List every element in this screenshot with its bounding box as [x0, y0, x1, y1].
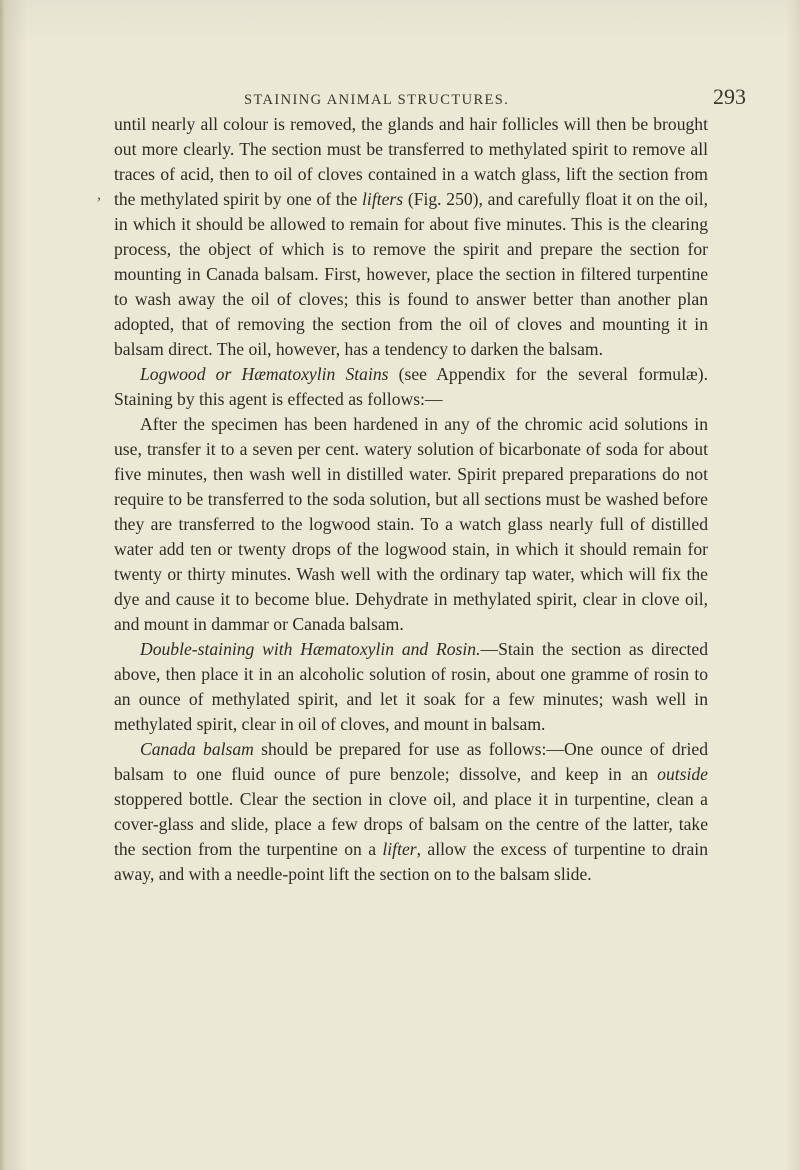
running-header: STAINING ANIMAL STRUCTURES.: [244, 92, 510, 108]
italic-term: Double-staining with Hæmatoxylin and Rosin.: [140, 639, 481, 659]
text-run: until nearly all colour is removed, the glands and hair follicles will then be brought out more clearly. The section must be transferred to methylated spirit to remove all traces of acid, then to oil of cloves contained in a watch glass, lift the section from the methylated spirit by one of the: [114, 114, 708, 209]
italic-term: outside: [657, 764, 708, 784]
italic-term: lifters: [362, 189, 404, 209]
paragraph-logwood-stains: [114, 362, 708, 412]
body-text: [114, 112, 708, 887]
italic-term: Logwood or Hæmatoxylin Stains: [140, 364, 389, 384]
text-run: (Fig. 250), and carefully float it on the oil, in which it should be allowed to remain for about five minutes. This is the clearing process, the object of which is to remove the spirit and prepare the section for mounting in Canada balsam. First, however, place the section in filtered turpentine to wash away the oil of cloves; this is found to answer better than another plan adopted, that of removing the section from the oil of cloves and mounting it in balsam direct. The oil, however, has a tendency to darken the balsam.: [114, 189, 708, 359]
paragraph-canada-balsam: [114, 737, 708, 887]
italic-term: Canada balsam: [140, 739, 254, 759]
paragraph-logwood-method: [114, 412, 708, 637]
text-run: should be prepared for use as follows:—One ounce of dried balsam to one fluid ounce of pure benzole; dissolve, and keep in an: [114, 739, 708, 784]
margin-speck: ,: [97, 186, 101, 203]
text-run: (see Appendix for the several formulæ). Staining by this agent is effected as follows:—: [114, 364, 708, 409]
italic-term: lifter: [382, 839, 417, 859]
text-run: , allow the excess of turpentine to drain away, and with a needle-point lift the section on to the balsam slide.: [114, 839, 708, 884]
text-run: stoppered bottle. Clear the section in clove oil, and place it in turpentine, clean a cover-glass and slide, place a few drops of balsam on the centre of the latter, take the section from the turpentine on a: [114, 789, 708, 859]
text-run: After the specimen has been hardened in any of the chromic acid solutions in use, transfer it to a seven per cent. watery solution of bicarbonate of soda for about five minutes, then wash well in distilled water. Spirit prepared preparations do not require to be transferred to the soda solution, but all sections must be washed before they are transferred to the logwood stain. To a watch glass nearly full of distilled water add ten or twenty drops of the logwood stain, in which it should remain for twenty or thirty minutes. Wash well with the ordinary tap water, which will fix the dye and cause it to become blue. Dehydrate in methylated spirit, clear in clove oil, and mount in dammar or Canada balsam.: [114, 414, 708, 634]
paragraph-clearing-process: [114, 112, 708, 362]
page-gutter-shadow: [0, 0, 5, 1170]
paragraph-double-staining: [114, 637, 708, 737]
text-run: —Stain the section as directed above, then place it in an alcoholic solution of rosin, about one gramme of rosin to an ounce of methylated spirit, and let it soak for a few minutes; wash well in methylated spirit, clear in oil of cloves, and mount in balsam.: [114, 639, 708, 734]
page-number: 293: [713, 84, 746, 109]
